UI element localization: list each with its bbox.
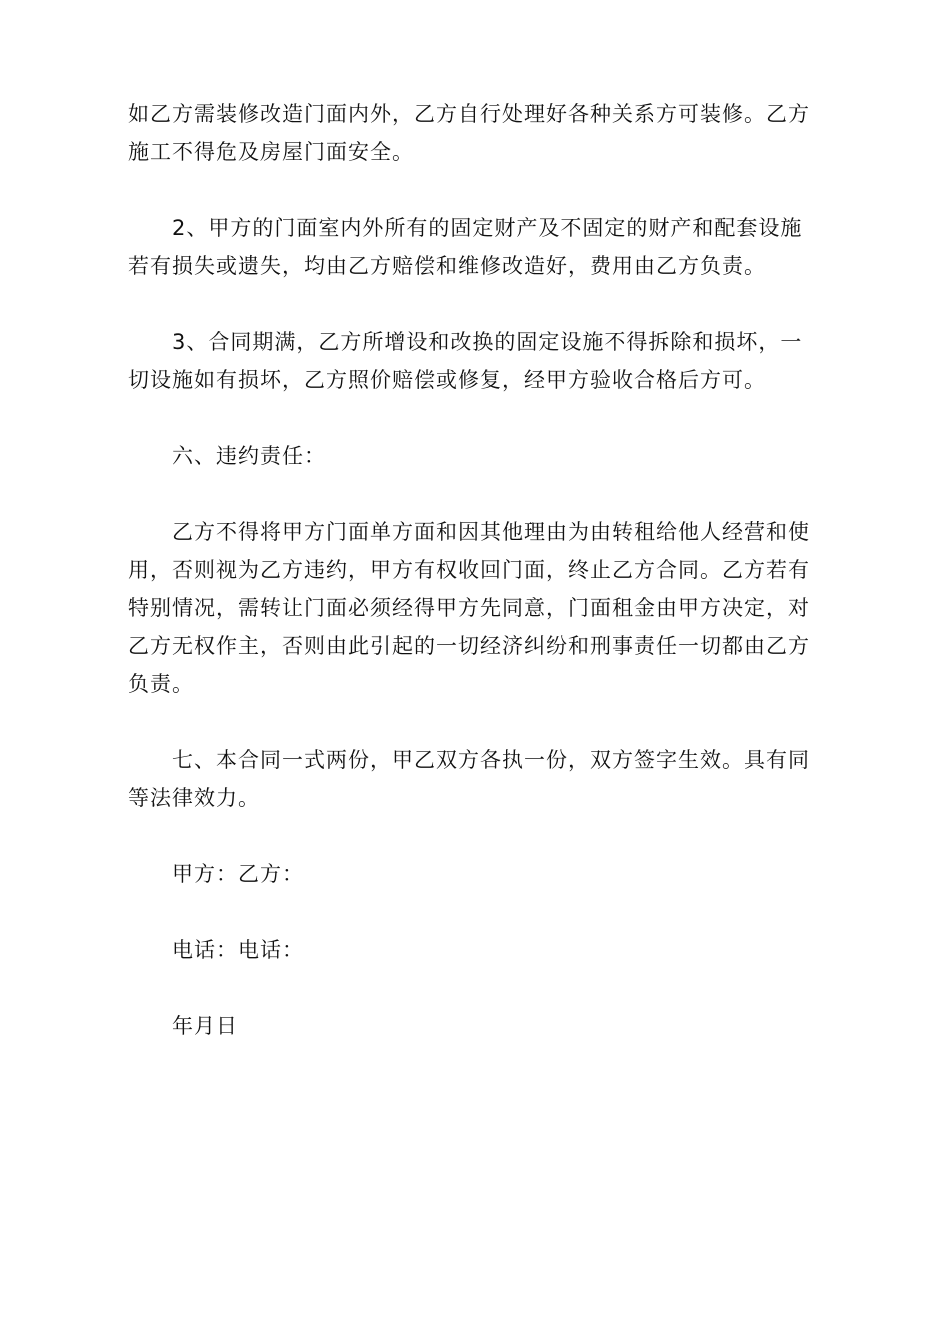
text-line: 乙方不得将甲方门面单方面和因其他理由为由转租给他人经营和使 [172,520,810,544]
text-line: 甲方：乙方： [172,862,304,886]
text-line: 用，否则视为乙方违约，甲方有权收回门面，终止乙方合同。乙方若有 [128,558,810,582]
text-line: 电话：电话： [172,938,304,962]
text-line: 若有损失或遗失，均由乙方赔偿和维修改造好，费用由乙方负责。 [128,254,766,278]
signature-date [128,1007,822,1045]
text-line: 六、违约责任： [172,444,326,468]
text-line: 七、本合同一式两份，甲乙双方各执一份，双方签字生效。具有同 [172,748,810,772]
text-line: 等法律效力。 [128,786,260,810]
text-line: 3、合同期满，乙方所增设和改换的固定设施不得拆除和损坏，一 [172,330,803,354]
text-line: 切设施如有损坏，乙方照价赔偿或修复，经甲方验收合格后方可。 [128,368,766,392]
text-line: 负责。 [128,672,194,696]
text-line: 2、甲方的门面室内外所有的固定财产及不固定的财产和配套设施 [172,216,803,240]
signature-phones [128,931,822,969]
paragraph-sublease-clause [128,513,822,703]
text-line: 年月日 [172,1014,238,1038]
text-line: 如乙方需装修改造门面内外，乙方自行处理好各种关系方可装修。乙方 [128,102,810,126]
paragraph-clause-2 [128,209,822,285]
text-line: 施工不得危及房屋门面安全。 [128,140,414,164]
text-line: 乙方无权作主，否则由此引起的一切经济纠纷和刑事责任一切都由乙方 [128,634,810,658]
paragraph-copies-clause [128,741,822,817]
paragraph-clause-3 [128,323,822,399]
text-line: 特别情况，需转让门面必须经得甲方先同意，门面租金由甲方决定，对 [128,596,810,620]
section-heading-breach-liability [128,437,822,475]
signature-parties [128,855,822,893]
document-body [128,95,822,1083]
paragraph-renovation [128,95,822,171]
